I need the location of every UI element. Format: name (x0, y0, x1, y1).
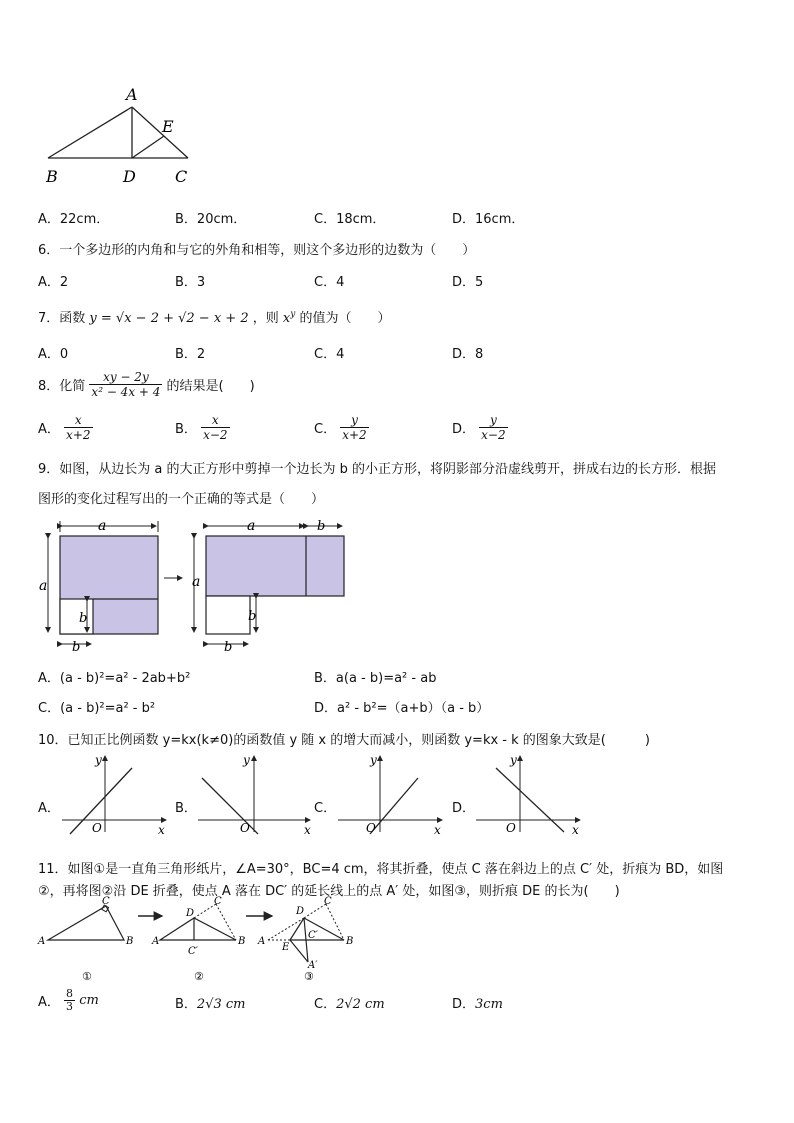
q10-c-xlabel: x (434, 823, 441, 836)
q11-caption-2: ② (194, 970, 204, 983)
q5-option-c: C．18cm． (314, 212, 386, 227)
q8-option-a-label: A． (38, 422, 60, 437)
q11-f3-C: C (324, 896, 332, 907)
q7-option-a: A．0 (38, 347, 69, 362)
q6-option-c: C．4 (314, 275, 345, 290)
q9-option-c: C．(a - b)²=a² - b² (38, 701, 156, 716)
q10-c-origin: O (366, 821, 376, 835)
q11-f1-C: C (102, 896, 110, 907)
q10-c-ylabel: y (370, 753, 377, 767)
q9-stem-line1: 9．如图，从边长为 a 的大正方形中剪掉一个边长为 b 的小正方形，将阴影部分沿虚线剪开，拼成右边的长方形．根据 (38, 462, 717, 477)
q7-x: x (282, 311, 291, 326)
q11-f3-Ap: A′ (308, 960, 318, 971)
q8-option-c (314, 413, 369, 442)
q11-option-a-num: 8 (66, 987, 74, 1000)
q11-option-d-value: 3cm (475, 997, 503, 1012)
q8-option-c-label: C． (314, 422, 337, 437)
q11-f2-Cp: C′ (188, 946, 198, 957)
q9-right-inner-b: b (248, 609, 257, 624)
q7-option-b: B．2 (175, 347, 206, 362)
q9-right-bottom-b: b (224, 640, 233, 655)
q9-right-top-a: a (247, 518, 256, 534)
q10-b-xlabel: x (304, 823, 311, 836)
q9-left-inner-b: b (79, 611, 88, 626)
q11-option-d (452, 993, 503, 1012)
q7-formula: y = √x − 2 + √2 − x + 2 (89, 311, 249, 326)
q11-option-b-value: 2√3 cm (196, 997, 246, 1012)
q8-stem (38, 370, 255, 399)
q10-graph-a (60, 752, 170, 836)
q10-option-b-label: B． (175, 801, 197, 816)
q11-option-b (175, 993, 246, 1012)
q6-option-a: A．2 (38, 275, 69, 290)
q6-option-d: D．5 (452, 275, 484, 290)
q5-label-C: C (175, 167, 188, 186)
q10-a-origin: O (92, 821, 102, 835)
q7-number: 7．函数 (38, 311, 86, 326)
q10-d-ylabel: y (510, 753, 517, 767)
q11-f2-A: A (152, 936, 160, 947)
q11-option-a-den: 3 (66, 1000, 74, 1013)
q8-option-b-label: B． (175, 422, 197, 437)
q7-mid: ，则 (252, 311, 279, 326)
q11-f3-A: A (258, 936, 266, 947)
q11-caption-3: ③ (304, 970, 314, 983)
q9-left-top-a: a (98, 518, 107, 534)
q9-right-side-a: a (192, 574, 201, 590)
q7-option-d: D．8 (452, 347, 484, 362)
q5-option-d: D．16cm． (452, 212, 525, 227)
q10-graph-c (336, 752, 448, 836)
q11-stem-line2: ②，再将图②沿 DE 折叠，使点 A 落在 DC′ 的延长线上的点 A′ 处，如图③，则折痕 DE 的长为( ) (38, 884, 620, 899)
q9-square-figure (36, 518, 366, 658)
q6-stem: 6．一个多边形的内角和与它的外角和相等，则这个多边形的边数为（ ） (38, 243, 476, 258)
q10-graph-b (196, 752, 316, 836)
q8-option-a-den: x+2 (66, 428, 91, 442)
q11-option-c-value: 2√2 cm (336, 997, 385, 1012)
q8-option-c-num: y (340, 413, 368, 428)
q8-option-c-den: x+2 (342, 428, 367, 442)
q11-f3-B: B (346, 936, 354, 947)
q8-option-b-den: x−2 (203, 428, 228, 442)
q11-f2-D: D (186, 908, 195, 919)
q10-d-xlabel: x (572, 823, 579, 836)
q8-option-d-num: y (479, 413, 507, 428)
q10-option-c-label: C． (314, 801, 337, 816)
q5-option-b: B．20cm． (175, 212, 247, 227)
q11-option-c (314, 993, 385, 1012)
q8-option-d-label: D． (452, 422, 476, 437)
q11-f3-E: E (282, 942, 290, 953)
q8-option-b (175, 413, 230, 442)
q11-f3-Cp: C′ (308, 930, 318, 941)
q11-fold-figures (36, 896, 366, 984)
q5-label-D: D (123, 167, 136, 186)
q5-triangle-figure (40, 80, 200, 190)
q7-option-c: C．4 (314, 347, 345, 362)
q6-option-b: B．3 (175, 275, 206, 290)
q8-numerator: xy − 2y (89, 370, 162, 385)
q7-stem (38, 307, 391, 326)
q11-option-d-label: D． (452, 997, 476, 1012)
q8-tail: 的结果是( ) (166, 379, 255, 394)
q10-d-origin: O (506, 821, 516, 835)
q7-tail: 的值为（ ） (299, 311, 391, 326)
q10-option-a-label: A． (38, 801, 60, 816)
q5-label-E: E (162, 117, 174, 136)
q11-option-a (38, 988, 99, 1013)
q11-f1-A: A (38, 936, 46, 947)
q10-a-xlabel: x (158, 823, 165, 836)
q8-option-b-num: x (201, 413, 229, 428)
q9-right-top-b: b (317, 519, 326, 534)
q8-option-a-num: x (64, 413, 92, 428)
q10-b-ylabel: y (243, 753, 250, 767)
q11-stem-line1: 11．如图①是一直角三角形纸片，∠A=30°，BC=4 cm，将其折叠，使点 C 落在斜边上的点 C′ 处，折痕为 BD，如图 (38, 862, 724, 877)
q11-option-c-label: C． (314, 997, 337, 1012)
q11-option-a-label: A． (38, 995, 60, 1010)
q9-stem-line2: 图形的变化过程写出的一个正确的等式是（ ） (38, 492, 325, 507)
q8-option-a (38, 413, 93, 442)
q11-caption-1: ① (82, 970, 92, 983)
q11-option-a-unit: cm (79, 993, 99, 1008)
q11-option-b-label: B． (175, 997, 197, 1012)
q8-number: 8．化简 (38, 379, 86, 394)
q5-label-A: A (126, 85, 138, 104)
q11-f3-D: D (296, 906, 305, 917)
q9-option-d: D．a² - b²=（a+b）（a - b） (314, 701, 490, 716)
q10-b-origin: O (240, 821, 250, 835)
q8-option-d-den: x−2 (481, 428, 506, 442)
q5-option-a: A．22cm． (38, 212, 110, 227)
q10-option-d-label: D． (452, 801, 476, 816)
q9-left-bottom-b: b (72, 640, 81, 655)
q11-f1-B: B (126, 936, 134, 947)
q9-option-b: B．a(a - b)=a² - ab (314, 671, 437, 686)
q11-f2-C: C (214, 896, 222, 907)
q9-option-a: A．(a - b)²=a² - 2ab+b² (38, 671, 191, 686)
q10-a-ylabel: y (95, 753, 102, 767)
q11-f2-B: B (238, 936, 246, 947)
q7-sup: y (290, 309, 296, 320)
q5-label-B: B (46, 167, 58, 186)
q8-denominator: x² − 4x + 4 (91, 385, 161, 399)
q10-graph-d (474, 752, 586, 836)
q8-option-d (452, 413, 508, 442)
q9-left-side-a: a (39, 578, 48, 594)
q8-fraction (89, 370, 162, 399)
q10-stem: 10．已知正比例函数 y=kx(k≠0)的函数值 y 随 x 的增大而减小，则函数 y=kx - k 的图象大致是( ) (38, 733, 650, 748)
